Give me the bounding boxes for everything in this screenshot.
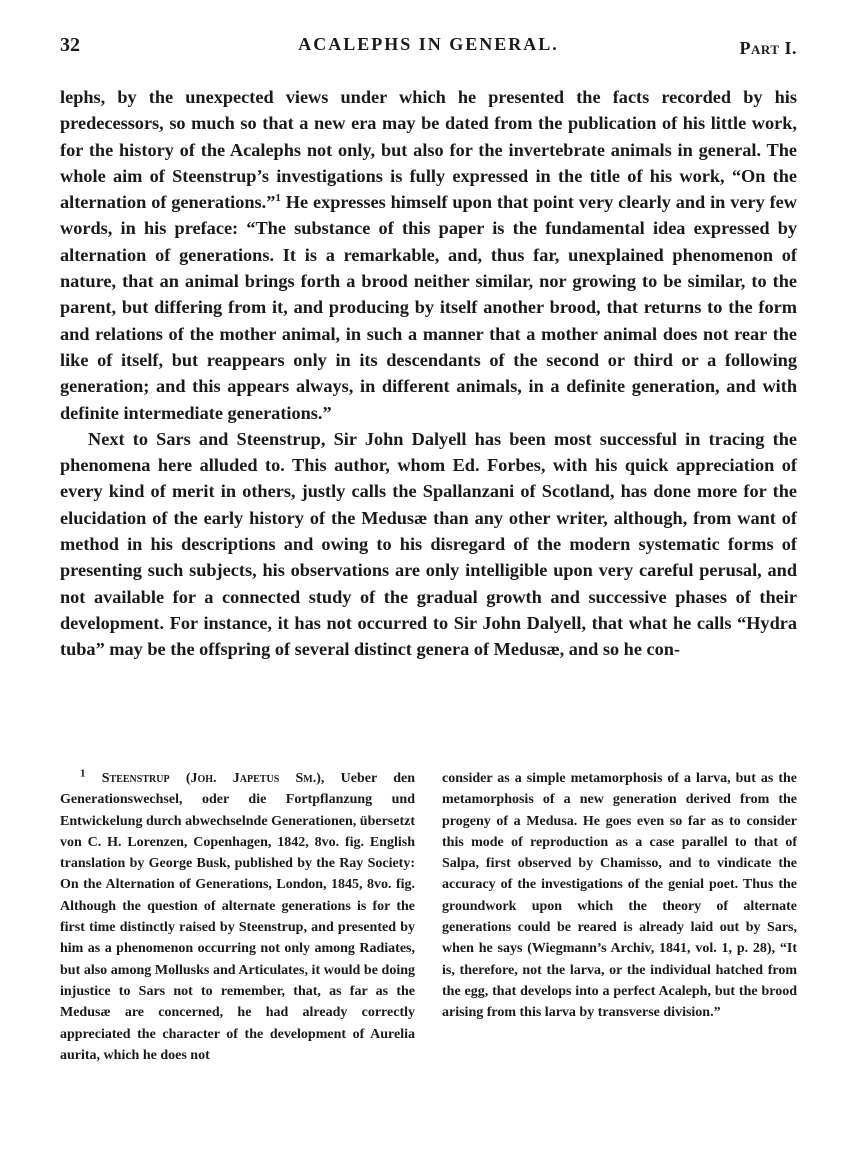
footnote-author: Steenstrup (Joh. Japetus Sm.), [101,771,325,786]
part-label: Part I. [739,38,797,58]
main-text [60,84,797,663]
paragraph-2: Next to Sars and Steenstrup, Sir John Dalyell has been most successful in tracing the phenomena here alluded to. This author, whom Ed. Forbes, with his quick appreciation of every kind of merit in others, justly calls the Spallanzani of Scotland, has done more for the elucidation of the early history of the Medusæ than any other writer, although, from want of method in his descriptions and owing to his disregard of the modern systematic forms of presenting such subjects, his observations are only intelligible upon very careful perusal, and not available for a connected study of the gradual growth and successive phases of their development. For instance, it has not occurred to Sir John Dalyell, that what he calls “Hydra tuba” may be the offspring of several distinct genera of Medusæ, and so he con- [60,428,797,660]
footnote-column-left [60,768,415,1066]
footnotes [60,768,797,1066]
footnote-1-continuation: consider as a simple metamorphosis of a larva, but as the metamorphosis of a new generation derived from the progeny of a Medusa. He goes even so far as to consider this mode of reproduction as a case parallel to that of Salpa, first observed by Chamisso, and to vindicate the accuracy of the investigations of the genial poet. Thus the groundwork upon which the theory of alternate generations could be reared is already laid out by Sars, when he says (Wiegmann’s Archiv, 1841, vol. 1, p. 28), “It is, therefore, not the larva, or the individual hatched from the egg, that develops into a perfect Acaleph, but the brood arising from this larva by transverse division.” [442,771,797,1021]
footnote-column-right [442,768,797,1066]
footnote-1 [60,768,415,1066]
running-title: ACALEPHS IN GENERAL. [298,34,559,54]
paragraph-1-continuation: He expresses himself upon that point very clearly and in very few words, in his preface: “The substance of this paper is the fundamental idea expressed by alternation of generations. It is a remarkable, and, thus far, unexplained phenomenon of nature, that an animal brings forth a brood neither similar, nor growing to be similar, to the parent, but differing from it, and producing by itself another brood, that returns to the form and relations of the mother animal, in such a manner that a mother animal does not rear the like of itself, but reappears only in its descendants of the second or third or a following generation; and this appears always, in different animals, in a definite generation, and with definite intermediate generations.” [60,192,797,423]
footnote-reference[interactable]: 1 [275,192,281,205]
footnote-left-text: Ueber den Generationswechsel, oder die Fortpflanzung und Entwickelung durch abwechselnde Generationen, übersetzt von C. H. Lorenzen, Copenhagen, 1842, 8vo. fig. English translation by George Busk, published by the Ray Society: On the Alternation of Generations, London, 1845, 8vo. fig. Although the question of alternate generations is for the first time distinctly raised by Steenstrup, and presented by him as a phenomenon occurring not only among Radiates, but also among Mollusks and Articulates, it would be doing injustice to Sars not to remember, that, as far as the Medusæ are concerned, he had already correctly appreciated the character of the development of Aurelia aurita, which he does not [60,771,415,1063]
paragraph-1 [60,84,797,426]
page-header [60,34,797,62]
page-number: 32 [60,34,80,56]
paragraph-1-text: lephs, by the unexpected views under which he presented the facts recorded by his predecessors, so much so that a new era may be dated from the publication of his little work, for the history of the Acalephs not only, but also for the invertebrate animals in general. The whole aim of Steenstrup’s investigations is fully expressed in the title of his work, “On the alternation of generations.” [60,87,797,213]
footnote-marker: 1 [80,767,86,780]
